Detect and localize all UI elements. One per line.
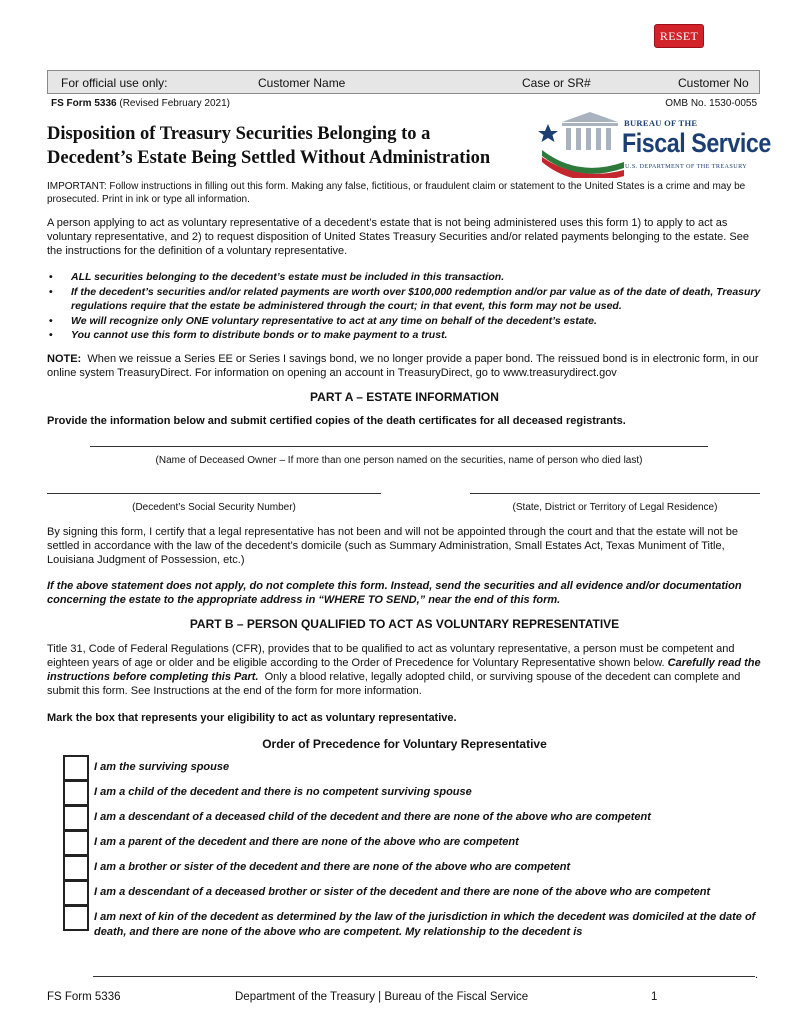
state-caption: (State, District or Territory of Legal Residence) (512, 502, 718, 513)
checkbox[interactable] (63, 880, 89, 906)
logo-fiscal-text: Fiscal Service (622, 128, 771, 158)
option-label: I am a child of the decedent and there is no competent surviving spouse (94, 786, 472, 798)
option-label: I am a brother or sister of the decedent and there are none of the above who are competent (94, 861, 571, 873)
official-use-bar (47, 70, 760, 94)
order-heading: Order of Precedence for Voluntary Representative (262, 737, 547, 751)
option-label: I am a descendant of a deceased child of the decedent and there are none of the above who are competent (94, 811, 651, 823)
important-notice: IMPORTANT: Follow instructions in filling out this form. Making any false, fictitious, or fraudulent claim or statement to the United States is a crime and may be prosecuted. Print in ink or type all information. (47, 181, 746, 205)
part-a-heading: PART A – ESTATE INFORMATION (310, 390, 499, 404)
option-label: I am the surviving spouse (94, 761, 230, 773)
customer-no-label: Customer No (678, 76, 749, 90)
option-label: I am a descendant of a deceased brother or sister of the decedent and there are none of the above who are competent (94, 886, 711, 898)
option-label: I am a parent of the decedent and there are none of the above who are competent (94, 836, 519, 848)
option-label: I am next of kin of the decedent as determined by the law of the jurisdiction in which the decedent was domiciled at the date of death, and there are none of the above who are competent. My relationship to the decedent is (94, 911, 756, 938)
list-item: • If the decedent’s securities and/or related payments are worth over $100,000 redemption and/or par value as of the date of death, Treasury regulations require that the estate be administered through the court; in that event, this form may not be used. (47, 285, 762, 314)
cfr-text: Title 31, Code of Federal Regulations (CFR), provides that to be qualified to act as voluntary representative, a person must be competent and eighteen years of age or older and be eligible according to the Order of Precedence for Voluntary Representative shown below. (47, 643, 735, 669)
certification-paragraph: By signing this form, I certify that a legal representative has not been and will not be appointed through the court and that the estate will not be settled in accordance with the law of the decedent’s domicile (such as Summary Administration, Small Estates Act, Texas Muniment of Title, Louisiana Judgment of Possession, etc.) (47, 526, 738, 566)
eligibility-text: Only a blood relative, legally adopted child, or surviving spouse of the decedent can complete and submit this form. See Instructions at the end of the form for more information. (47, 671, 741, 697)
page-number: 1 (651, 991, 658, 1003)
part-b-paragraph (47, 642, 762, 698)
form-number: FS Form 5336 (51, 98, 117, 109)
checkbox[interactable] (63, 855, 89, 881)
case-sr-label: Case or SR# (522, 76, 591, 90)
part-a-instruction: Provide the information below and submit certified copies of the death certificates for all deceased registrants. (47, 415, 626, 427)
checkbox[interactable] (63, 830, 89, 856)
checkbox[interactable] (63, 755, 89, 781)
part-a-warning: If the above statement does not apply, do not complete this form. Instead, send the securities and all evidence and/or documentation concerning the estate to the appropriate address in “WHERE TO SEND,” near the end of this form. (47, 580, 742, 606)
footer-department: Department of the Treasury | Bureau of the Fiscal Service (235, 991, 529, 1003)
note-paragraph (47, 352, 762, 380)
checkbox[interactable] (63, 905, 89, 931)
page-title (47, 122, 537, 170)
careful-instruction: Carefully read the instructions before completing this Part. (47, 657, 761, 683)
state-field[interactable] (470, 493, 760, 494)
title-line-1: Disposition of Treasury Securities Belonging to a (47, 124, 431, 144)
form-id (51, 97, 230, 110)
ssn-field[interactable] (47, 493, 381, 494)
reset-button[interactable]: RESET (654, 24, 704, 48)
logo-bureau-text: BUREAU OF THE (624, 118, 698, 128)
list-item: • ALL securities belonging to the decedent’s estate must be included in this transaction. (47, 270, 762, 285)
requirements-list (47, 270, 762, 343)
note-label: NOTE: (47, 353, 82, 365)
checkbox[interactable] (63, 780, 89, 806)
footer-form-number: FS Form 5336 (47, 991, 121, 1003)
list-item: • You cannot use this form to distribute bonds or to make payment to a trust. (47, 328, 762, 343)
ssn-caption: (Decedent’s Social Security Number) (132, 502, 296, 513)
relationship-end: . (755, 969, 759, 981)
note-text: When we reissue a Series EE or Series I savings bond, we no longer provide a paper bond. The reissued bond is in electronic form, in our online system TreasuryDirect. For information on opening an account in TreasuryDirect, go to www.treasurydirect.gov (47, 353, 759, 379)
title-line-2: Decedent’s Estate Being Settled Without Administration (47, 148, 491, 168)
checkbox[interactable] (63, 805, 89, 831)
omb-number: OMB No. 1530-0055 (665, 98, 757, 109)
relationship-field[interactable] (93, 976, 755, 977)
deceased-name-caption: (Name of Deceased Owner – If more than one person named on the securities, name of person who died last) (155, 455, 643, 466)
customer-name-label: Customer Name (258, 76, 346, 90)
fiscal-service-logo (538, 110, 771, 178)
logo-dept-text: U.S. DEPARTMENT OF THE TREASURY (625, 163, 748, 170)
revision-date: (Revised February 2021) (119, 98, 230, 109)
deceased-name-field[interactable] (90, 446, 708, 447)
list-item: • We will recognize only ONE voluntary representative to act at any time on behalf of the decedent’s estate. (47, 314, 762, 329)
mark-box-instruction: Mark the box that represents your eligibility to act as voluntary representative. (47, 712, 457, 724)
intro-paragraph: A person applying to act as voluntary representative of a decedent’s estate that is not being administered uses this form 1) to apply to act as voluntary representative, and 2) to request disposition of United States Treasury Securities and/or related payments belonging to the estate. See the instructions for the definition of a voluntary representative. (47, 217, 749, 257)
treasury-building-icon (538, 110, 624, 178)
part-b-heading: PART B – PERSON QUALIFIED TO ACT AS VOLUNTARY REPRESENTATIVE (189, 617, 620, 631)
official-use-label: For official use only: (61, 76, 168, 90)
